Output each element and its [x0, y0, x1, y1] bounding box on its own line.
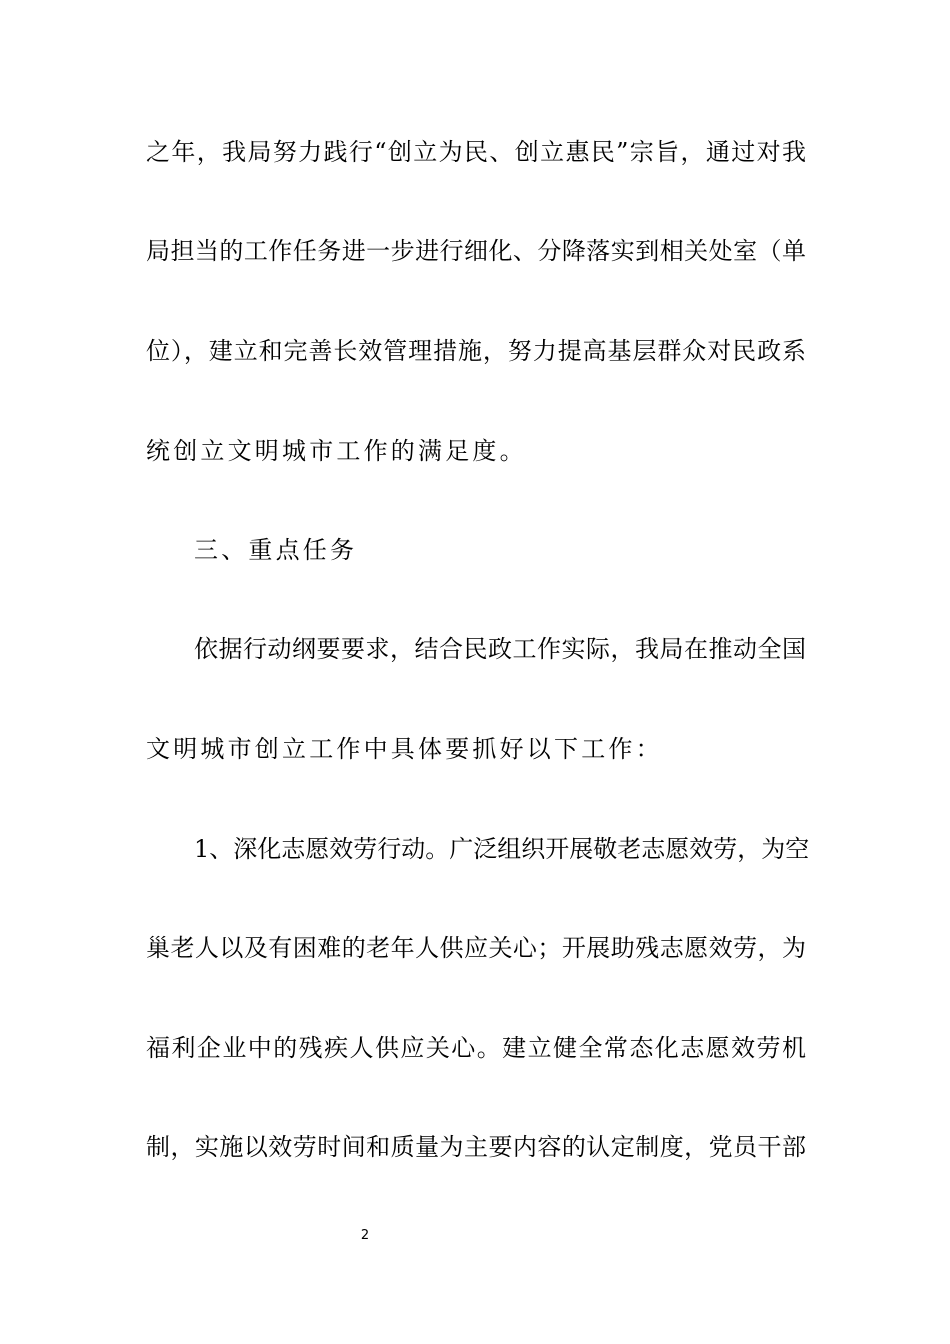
paragraph-line: 局担当的工作任务进一步进行细化、分降落实到相关处室（单: [146, 237, 806, 265]
numbered-item-line: 1、深化志愿效劳行动。广泛组织开展敬老志愿效劳，为空: [194, 835, 810, 863]
paragraph-line: 制，实施以效劳时间和质量为主要内容的认定制度，党员干部: [146, 1133, 806, 1161]
paragraph-line: 文明城市创立工作中具体要抓好以下工作：: [146, 735, 663, 763]
paragraph-line: 巢老人以及有困难的老年人供应关心；开展助残志愿效劳，为: [146, 934, 806, 962]
paragraph-line: 位），建立和完善长效管理措施，努力提高基层群众对民政系: [146, 337, 806, 365]
paragraph-line: 依据行动纲要要求，结合民政工作实际，我局在推动全国: [194, 635, 806, 663]
paragraph-line: 之年，我局努力践行“创立为民、创立惠民”宗旨，通过对我: [146, 138, 806, 166]
page-number: 2: [360, 1228, 370, 1243]
paragraph-line: 福利企业中的残疾人供应关心。建立健全常态化志愿效劳机: [146, 1034, 806, 1062]
paragraph-line: 统创立文明城市工作的满足度。: [146, 437, 527, 465]
section-heading: 三、重点任务: [194, 536, 358, 564]
